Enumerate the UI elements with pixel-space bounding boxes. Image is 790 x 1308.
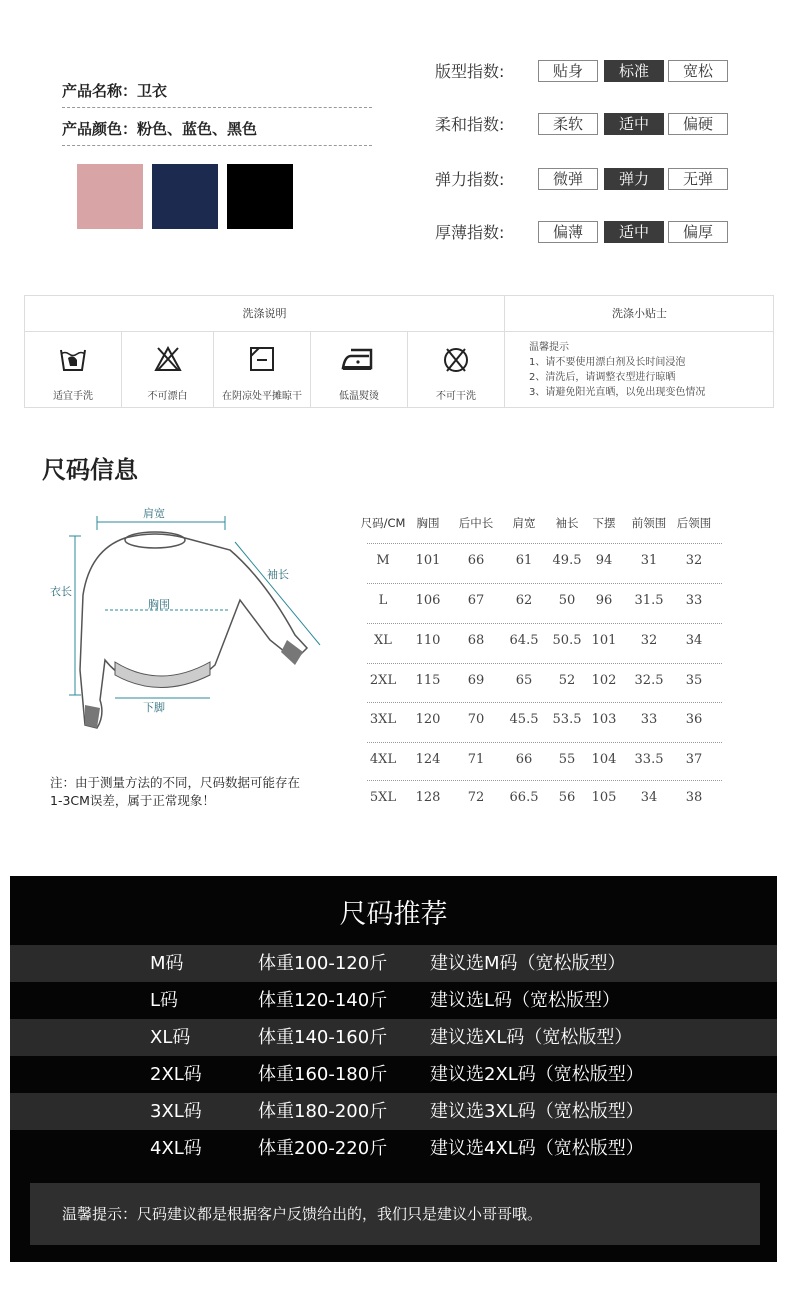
swatch-blue[interactable]	[152, 164, 218, 229]
size-cell: 32.5	[634, 673, 664, 688]
index-option: 微弹	[538, 168, 598, 190]
wash-item: 低温熨烫	[311, 332, 408, 408]
label-shoulder: 肩宽	[143, 507, 165, 520]
size-cell: 67	[467, 593, 485, 608]
label-length: 衣长	[50, 585, 72, 598]
wash-table	[24, 295, 774, 408]
swatch-black[interactable]	[227, 164, 293, 229]
size-cell: 69	[467, 673, 485, 688]
recommend-row	[10, 1056, 777, 1093]
size-cell: 66	[467, 553, 485, 568]
product-name: 产品名称：卫衣	[62, 80, 372, 108]
index-option: 无弹	[668, 168, 728, 190]
size-cell: 110	[415, 633, 441, 648]
size-cell: 33	[685, 593, 703, 608]
tip-line: 2、清洗后，请调整衣型进行晾晒	[529, 372, 676, 383]
recommend-cell: L码	[150, 990, 179, 1011]
note-line: 注：由于测量方法的不同，尺码数据可能存在	[50, 775, 301, 790]
size-cell: 71	[467, 752, 485, 767]
row-divider	[367, 702, 722, 703]
index-option: 偏硬	[668, 113, 728, 135]
recommend-cell: 2XL码	[150, 1064, 202, 1085]
size-cell: 103	[591, 712, 617, 727]
recommend-tip: 温馨提示：尺码建议都是根据客户反馈给出的，我们只是建议小哥哥哦。	[30, 1183, 760, 1245]
recommend-cell: 3XL码	[150, 1101, 202, 1122]
row-divider	[367, 583, 722, 584]
size-cell: 102	[591, 673, 617, 688]
hand-wash-icon	[59, 346, 87, 372]
recommend-row	[10, 1093, 777, 1130]
size-cell: 62	[515, 593, 533, 608]
index-option: 标准	[604, 60, 664, 82]
size-cell: 35	[685, 673, 703, 688]
size-cell: 124	[415, 752, 441, 767]
no-dry-clean-icon	[442, 346, 470, 374]
size-cell: 37	[685, 752, 703, 767]
wash-item: 在阴凉处平摊晾干	[214, 332, 311, 408]
wash-header: 洗涤说明	[25, 296, 505, 332]
size-cell: 101	[415, 553, 441, 568]
size-cell: 尺码/CM	[360, 516, 406, 530]
size-cell: 64.5	[509, 633, 539, 648]
size-cell: 120	[415, 712, 441, 727]
size-cell: 104	[591, 752, 617, 767]
size-cell: 70	[467, 712, 485, 727]
index-option: 偏薄	[538, 221, 598, 243]
measure-note	[50, 774, 300, 810]
index-label: 弹力指数:	[435, 170, 505, 189]
size-cell: 肩宽	[512, 516, 536, 530]
low-iron-icon	[341, 346, 377, 372]
size-cell: 2XL	[369, 673, 397, 688]
recommend-cell: M码	[150, 953, 184, 974]
recommend-cell: 体重160-180斤	[258, 1064, 388, 1085]
size-cell: 66.5	[509, 790, 539, 805]
recommend-cell: 4XL码	[150, 1138, 202, 1159]
index-option: 柔软	[538, 113, 598, 135]
size-cell: 5XL	[369, 790, 397, 805]
recommend-row	[10, 945, 777, 982]
index-label: 柔和指数:	[435, 115, 505, 134]
no-bleach-icon	[154, 346, 182, 372]
note-line: 1-3CM误差，属于正常现象！	[50, 793, 215, 808]
size-cell: 66	[515, 752, 533, 767]
size-cell: 52	[558, 673, 576, 688]
size-cell: 4XL	[369, 752, 397, 767]
size-cell: M	[376, 553, 390, 568]
size-cell: 49.5	[552, 553, 582, 568]
recommend-cell: 体重180-200斤	[258, 1101, 388, 1122]
index-option: 贴身	[538, 60, 598, 82]
size-cell: 胸围	[416, 516, 440, 530]
recommend-cell: 建议选M码（宽松版型）	[430, 953, 626, 974]
size-cell: 50	[558, 593, 576, 608]
sweatshirt-diagram	[45, 500, 335, 745]
size-cell: L	[378, 593, 388, 608]
size-cell: 38	[685, 790, 703, 805]
size-info-title: 尺码信息	[42, 456, 138, 484]
recommend-cell: 体重140-160斤	[258, 1027, 388, 1048]
size-cell: 34	[640, 790, 658, 805]
size-cell: 下摆	[592, 516, 616, 530]
tip-line: 温馨提示	[529, 342, 569, 353]
size-cell: 115	[415, 673, 441, 688]
size-cell: 31.5	[634, 593, 664, 608]
recommend-title: 尺码推荐	[339, 899, 448, 930]
index-label: 厚薄指数:	[435, 223, 505, 242]
size-cell: 96	[595, 593, 613, 608]
recommend-cell: 建议选2XL码（宽松版型）	[430, 1064, 644, 1085]
recommend-row	[10, 1130, 777, 1167]
size-cell: 32	[685, 553, 703, 568]
size-cell: 53.5	[552, 712, 582, 727]
size-cell: 3XL	[369, 712, 397, 727]
size-cell: 33.5	[634, 752, 664, 767]
recommend-cell: 体重100-120斤	[258, 953, 388, 974]
tips-header: 洗涤小贴士	[505, 296, 774, 332]
size-cell: 105	[591, 790, 617, 805]
index-option: 弹力	[604, 168, 664, 190]
label-hem: 下脚	[143, 701, 165, 714]
size-cell: 56	[558, 790, 576, 805]
index-option: 适中	[604, 221, 664, 243]
row-divider	[367, 742, 722, 743]
size-cell: 50.5	[552, 633, 582, 648]
size-cell: 33	[640, 712, 658, 727]
wash-item: 不可干洗	[408, 332, 505, 408]
size-cell: 32	[640, 633, 658, 648]
row-divider	[367, 663, 722, 664]
recommend-cell: 建议选3XL码（宽松版型）	[430, 1101, 644, 1122]
wash-item: 适宜手洗	[25, 332, 122, 408]
size-cell: 94	[595, 553, 613, 568]
size-cell: 55	[558, 752, 576, 767]
recommend-cell: 建议选XL码（宽松版型）	[430, 1027, 633, 1048]
size-recommend-section	[10, 876, 777, 1262]
tip-line: 1、请不要使用漂白剂及长时间浸泡	[529, 357, 686, 368]
recommend-cell: 体重200-220斤	[258, 1138, 388, 1159]
index-option: 适中	[604, 113, 664, 135]
product-colors: 产品颜色：粉色、蓝色、黑色	[62, 118, 372, 146]
recommend-cell: 建议选L码（宽松版型）	[430, 990, 621, 1011]
size-cell: 106	[415, 593, 441, 608]
recommend-cell: XL码	[150, 1027, 191, 1048]
size-cell: 后领围	[676, 516, 712, 530]
size-cell: 61	[515, 553, 533, 568]
size-cell: 128	[415, 790, 441, 805]
swatch-pink[interactable]	[77, 164, 143, 229]
size-cell: 31	[640, 553, 658, 568]
wash-item: 不可漂白	[122, 332, 214, 408]
size-cell: 前领围	[631, 516, 667, 530]
tip-line: 3、请避免阳光直晒，以免出现变色情况	[529, 387, 706, 398]
recommend-cell: 体重120-140斤	[258, 990, 388, 1011]
recommend-row	[10, 982, 777, 1019]
wash-tips	[529, 340, 705, 400]
index-option: 偏厚	[668, 221, 728, 243]
size-cell: 45.5	[509, 712, 539, 727]
dry-flat-shade-icon	[249, 346, 275, 372]
row-divider	[367, 543, 722, 544]
size-cell: 36	[685, 712, 703, 727]
label-chest: 胸围	[148, 598, 170, 611]
size-cell: XL	[374, 633, 392, 648]
index-label: 版型指数:	[435, 62, 505, 81]
size-cell: 101	[591, 633, 617, 648]
row-divider	[367, 623, 722, 624]
index-option: 宽松	[668, 60, 728, 82]
size-cell: 65	[515, 673, 533, 688]
recommend-cell: 建议选4XL码（宽松版型）	[430, 1138, 644, 1159]
recommend-row	[10, 1019, 777, 1056]
row-divider	[367, 780, 722, 781]
size-cell: 34	[685, 633, 703, 648]
size-cell: 68	[467, 633, 485, 648]
size-cell: 72	[467, 790, 485, 805]
size-cell: 后中长	[458, 516, 494, 530]
label-sleeve: 袖长	[267, 568, 289, 581]
size-cell: 袖长	[555, 516, 579, 530]
